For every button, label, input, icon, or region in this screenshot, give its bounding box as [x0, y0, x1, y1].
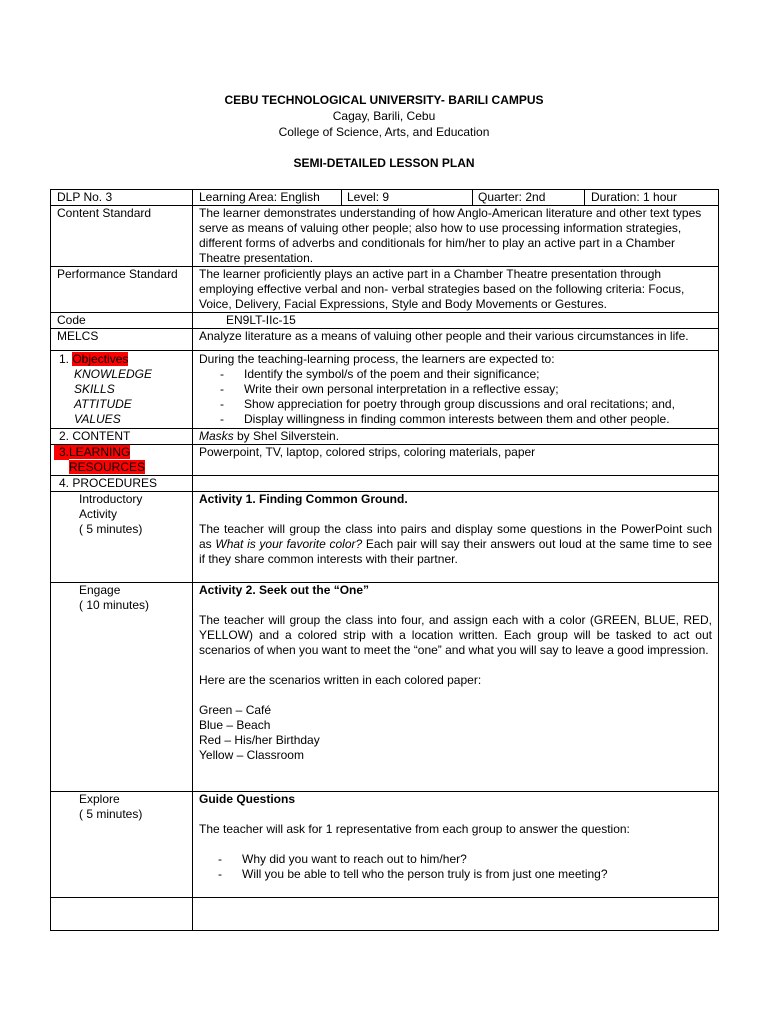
objective-item: - Identify the symbol/s of the poem and their significance; — [220, 367, 540, 381]
scenario-item: Blue – Beach — [199, 718, 271, 732]
procedures-empty — [193, 476, 719, 492]
introductory-activity-body — [193, 492, 719, 583]
skills-label: SKILLS — [74, 382, 115, 396]
explore-row — [51, 792, 719, 898]
objectives-text — [193, 351, 719, 429]
intro-label-line2: Activity — [79, 507, 118, 521]
objectives-label: Objectives — [72, 352, 129, 366]
activity-1-text: The teacher will group the class into pairs and display some questions in the PowerPoint such as What is your favorite color? Each pair will say their answers out loud at the same time to see if they share common interests with their partner. — [199, 522, 712, 566]
empty-cell-right — [193, 898, 719, 931]
attitude-label: ATTITUDE — [74, 397, 132, 411]
values-label: VALUES — [74, 412, 121, 426]
guide-question: - Will you be able to tell who the person truly is from just one meeting? — [218, 867, 608, 881]
objectives-row — [51, 351, 719, 429]
content-label: CONTENT — [72, 429, 131, 443]
resources-number: 3. — [54, 445, 69, 460]
resources-row — [51, 445, 719, 476]
melcs-label: MELCS — [51, 329, 193, 351]
procedures-number: 4. — [58, 476, 69, 490]
explore-text: The teacher will ask for 1 representative from each group to answer the question: — [199, 822, 630, 836]
performance-standard-row — [51, 267, 719, 313]
engage-row — [51, 583, 719, 792]
resources-label-cell — [51, 445, 193, 476]
poem-title: Masks — [199, 429, 234, 443]
activity-1-title: Activity 1. Finding Common Ground. — [199, 492, 408, 506]
intro-label-line1: Introductory — [79, 492, 143, 506]
guide-question: - Why did you want to reach out to him/her? — [218, 852, 467, 866]
empty-cell-left — [51, 898, 193, 931]
college-name: College of Science, Arts, and Education — [278, 125, 490, 139]
objectives-number: 1. — [58, 352, 69, 366]
campus-address: Cagay, Barili, Cebu — [332, 109, 436, 123]
dlp-row — [51, 190, 719, 206]
lesson-plan-table — [50, 189, 719, 931]
procedures-label: PROCEDURES — [72, 476, 158, 490]
scenario-item: Green – Café — [199, 703, 272, 717]
explore-body — [193, 792, 719, 898]
resources-label-1: LEARNING — [69, 445, 131, 459]
procedures-row — [51, 476, 719, 492]
scenarios-intro: Here are the scenarios written in each colored paper: — [199, 673, 482, 687]
engage-time: ( 10 minutes) — [79, 598, 150, 612]
knowledge-label: KNOWLEDGE — [74, 367, 153, 381]
objective-item: - Display willingness in finding common interests between them and other people. — [220, 412, 670, 426]
code-value: EN9LT-IIc-15 — [193, 313, 719, 329]
performance-standard-text: The learner proficiently plays an active part in a Chamber Theatre presentation through employing effective verbal and non- verbal strategies based on the following criteria: Focus, Voice, Delivery, Facial Expressions, Style and Body Movements or Gestures. — [193, 267, 719, 313]
introductory-activity-row — [51, 492, 719, 583]
resources-text: Powerpoint, TV, laptop, colored strips, coloring materials, paper — [193, 445, 719, 476]
objectives-cell — [51, 351, 193, 429]
scenario-item: Yellow – Classroom — [199, 748, 304, 762]
engage-label-text: Engage — [79, 583, 121, 597]
intro-time: ( 5 minutes) — [79, 522, 143, 536]
resources-label-2: RESOURCES — [69, 460, 146, 474]
duration: Duration: 1 hour — [591, 190, 678, 204]
activity-2-title: Activity 2. Seek out the “One” — [199, 583, 370, 597]
scenario-item: Red – His/her Birthday — [199, 733, 320, 747]
performance-standard-label: Performance Standard — [51, 267, 193, 313]
content-row — [51, 429, 719, 445]
university-name: CEBU TECHNOLOGICAL UNIVERSITY- BARILI CAMPUS — [224, 93, 544, 107]
engage-body — [193, 583, 719, 792]
learning-area: Learning Area: English — [193, 190, 342, 205]
poem-author: by Shel Silverstein. — [233, 429, 340, 443]
objective-item: - Write their own personal interpretation in a reflective essay; — [220, 382, 559, 396]
explore-label-text: Explore — [79, 792, 120, 806]
content-standard-text: The learner demonstrates understanding of how Anglo-American literature and other text types serve as means of valuing other people; also how to use processing information strategies, different forms of adverbs and conditionals for him/her to play an active part in a Chamber Theatre presentation. — [193, 206, 719, 267]
dlp-number: DLP No. 3 — [51, 190, 193, 206]
explore-time: ( 5 minutes) — [79, 807, 143, 821]
content-standard-label: Content Standard — [51, 206, 193, 267]
objective-item: - Show appreciation for poetry through group discussions and oral recitations; and, — [220, 397, 675, 411]
document-title: SEMI-DETAILED LESSON PLAN — [293, 156, 475, 170]
sample-question: What is your favorite color? — [215, 537, 363, 551]
dlp-details — [193, 190, 719, 206]
objectives-intro: During the teaching-learning process, the learners are expected to: — [199, 352, 555, 366]
introductory-activity-label — [51, 492, 193, 583]
code-row — [51, 313, 719, 329]
procedures-label-cell — [51, 476, 193, 492]
activity-2-text: The teacher will group the class into four, and assign each with a color (GREEN, BLUE, RED, YELLOW) and a colored strip with a location written. Each group will be tasked to act out scenarios of when you want to meet the “one” and what you will say to leave a good impression. — [199, 613, 712, 657]
grade-level: Level: 9 — [342, 190, 473, 205]
code-label: Code — [51, 313, 193, 329]
engage-label — [51, 583, 193, 792]
guide-questions-title: Guide Questions — [199, 792, 296, 806]
melcs-text: Analyze literature as a means of valuing other people and their various circumstances in life. — [193, 329, 719, 351]
content-standard-row — [51, 206, 719, 267]
melcs-row — [51, 329, 719, 351]
explore-label — [51, 792, 193, 898]
empty-row — [51, 898, 719, 931]
content-text — [193, 429, 719, 445]
quarter: Quarter: 2nd — [473, 190, 585, 205]
content-label-cell — [51, 429, 193, 445]
content-number: 2. — [58, 429, 69, 443]
